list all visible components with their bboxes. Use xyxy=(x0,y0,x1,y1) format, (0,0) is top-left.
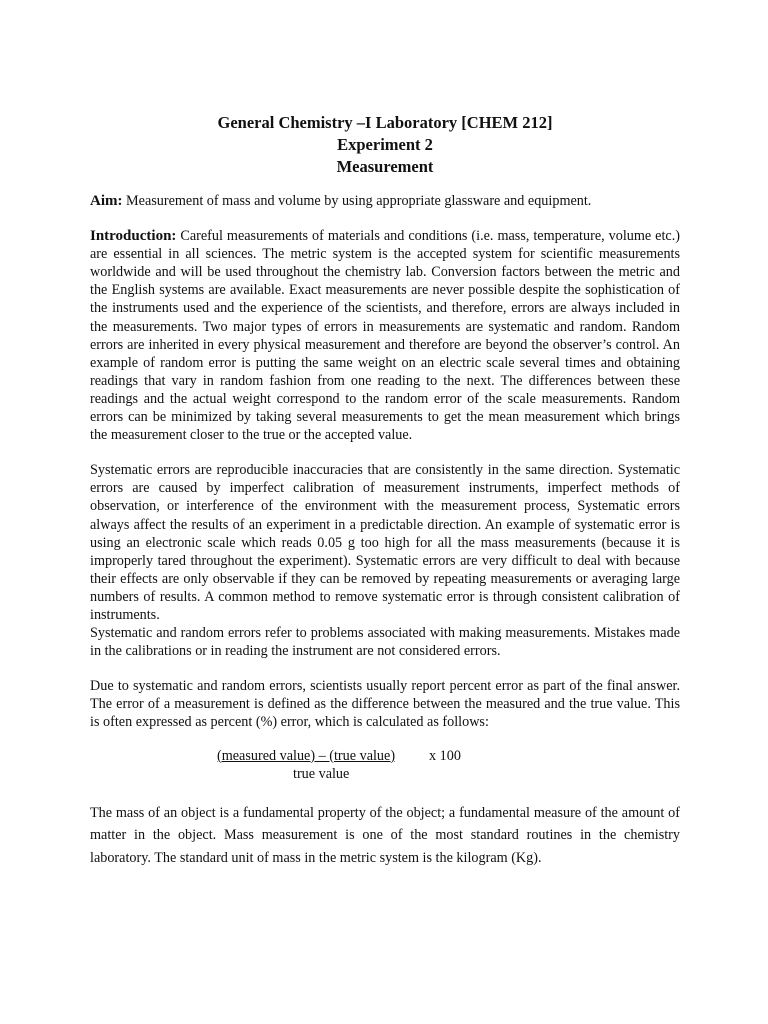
formula-numerator: (measured value) – (true value) xyxy=(217,747,396,764)
mass-paragraph: The mass of an object is a fundamental property of the object; a fundamental measure of the amount of matter in the object. Mass measurement is one of the most standard routines in the chemistry laboratory. The standard unit of mass in the metric system is the kilogram (Kg). xyxy=(90,804,680,866)
aim-label: Aim: xyxy=(90,193,123,209)
course-title: General Chemistry –I Laboratory [CHEM 212] xyxy=(217,113,553,132)
formula-denominator: true value xyxy=(293,765,350,782)
percent-error-formula xyxy=(90,748,680,802)
formula-multiplier: x 100 xyxy=(429,747,461,764)
aim-paragraph xyxy=(90,192,680,210)
systematic-errors-paragraph: Systematic errors are reproducible inaccuracies that are consistently in the same direction. Systematic errors are caused by imperfect calibration of measurement instruments, imperfect methods of observation, or interference of the environment with the measurement process, Systematic errors always affect the results of an experiment in a predictable direction. An example of systematic error is using an electronic scale which reads 0.05 g too high for all the mass measurements (because it is improperly tared throughout the experiment). Systematic errors are very difficult to deal with because their effects are only observable if they can be removed by repeating measurements or averaging large numbers of results. A common method to remove systematic error is through consistent calibration of instruments. xyxy=(90,462,680,623)
percent-error-paragraph: Due to systematic and random errors, scientists usually report percent error as part of the final answer. The error of a measurement is defined as the difference between the measured and the true value. This is often expressed as percent (%) error, which is calculated as follows: xyxy=(90,678,680,731)
mistakes-paragraph: Systematic and random errors refer to problems associated with making measurements. Mistakes made in the calibrations or in reading the instrument are not considered errors. xyxy=(90,625,680,660)
introduction-text: Careful measurements of materials and conditions (i.e. mass, temperature, volume etc.) are essential in all sciences. The metric system is the accepted system for scientific measurements worldwide and will be used throughout the chemistry lab. Conversion factors between the metric and the English systems are available. Exact measurements are never possible despite the sophistication of the instruments used and the experience of the scientists, and therefore, errors are always included in the measurements. Two major types of errors in measurements are systematic and random. Random errors are inherited in every physical measurement and therefore are beyond the observer’s control. An example of random error is putting the same weight on an electric scale several times and obtaining readings that vary in random fashion from one reading to the next. The differences between these readings and the actual weight correspond to the random error of the scale measurements. Random errors can be minimized by taking several measurements to get the mean measurement which brings the measurement closer to the true or the accepted value. xyxy=(90,228,680,444)
title-block xyxy=(90,112,680,178)
aim-text: Measurement of mass and volume by using appropriate glassware and equipment. xyxy=(122,193,592,209)
experiment-topic: Measurement xyxy=(336,157,434,176)
experiment-number: Experiment 2 xyxy=(337,135,433,154)
introduction-label: Introduction: xyxy=(90,228,177,245)
introduction-paragraph xyxy=(90,227,680,444)
